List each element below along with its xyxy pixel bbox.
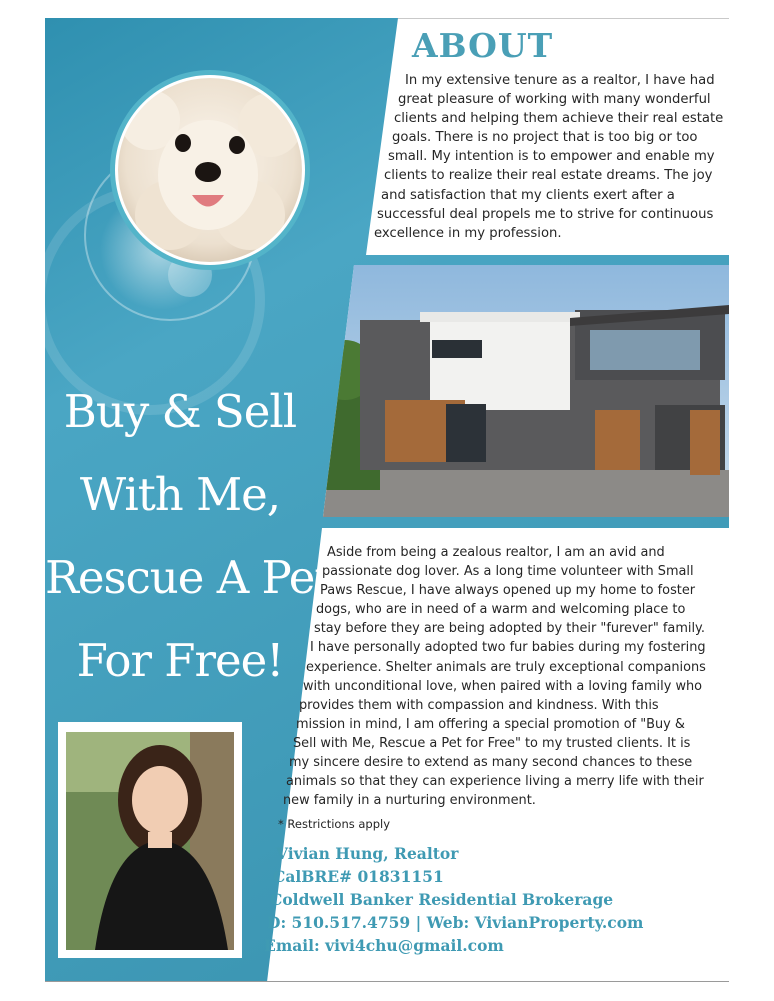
story-line: experience. Shelter animals are truly exceptional companions <box>306 659 706 675</box>
about-line: clients and helping them achieve their real estate <box>394 111 724 127</box>
story-line: dogs, who are in need of a warm and welcoming place to <box>316 602 686 618</box>
about-line: In my extensive tenure as a realtor, I have had <box>405 73 715 88</box>
about-line: clients to realize their real estate dreams. The joy <box>384 168 713 184</box>
about-line: successful deal propels me to strive for continuous <box>377 206 714 222</box>
headline-line: Buy & Sell <box>63 385 297 438</box>
story-line: provides them with compassion and kindness. With this <box>299 697 659 713</box>
story-line: mission in mind, I am offering a special promotion of "Buy & <box>296 716 685 732</box>
about-line: goals. There is no project that is too big or too <box>392 130 698 146</box>
story-line: I have personally adopted two fur babies during my fostering <box>310 640 706 656</box>
story-line: with unconditional love, when paired with a loving family who <box>303 678 703 694</box>
story-line: animals so that they can experience living a merry life with their <box>286 774 704 790</box>
story-line: my sincere desire to extend as many second chances to these <box>289 755 693 771</box>
story-line: stay before they are being adopted by their "furever" family. <box>314 621 705 637</box>
about-paragraph <box>0 71 723 243</box>
brokerage-name: Coldwell Banker Residential Brokerage <box>270 890 614 909</box>
about-line: and satisfaction that my clients exert after a <box>381 187 675 203</box>
headline-line: For Free! <box>76 634 284 687</box>
house-photo <box>315 265 730 517</box>
story-line: new family in a nurturing environment. <box>283 793 536 809</box>
story-line: Sell with Me, Rescue a Pet for Free" to my trusted clients. It is <box>293 735 691 751</box>
phone-web[interactable]: D: 510.517.4759 | Web: VivianProperty.com <box>267 913 644 932</box>
about-line: excellence in my profession. <box>374 225 562 241</box>
story-line: passionate dog lover. As a long time volunteer with Small <box>322 564 694 580</box>
about-line: great pleasure of working with many wonderful <box>398 92 711 108</box>
headline-line: Rescue A Pet <box>45 551 332 604</box>
about-heading: ABOUT <box>412 26 554 65</box>
restrictions-note: * Restrictions apply <box>278 817 391 831</box>
bottom-rule <box>45 981 729 982</box>
about-line: small. My intention is to empower and enable my <box>388 149 715 165</box>
story-paragraph <box>0 543 706 810</box>
realtor-name: Vivian Hung, Realtor <box>276 844 459 863</box>
story-line: Aside from being a zealous realtor, I am an avid and <box>327 545 665 560</box>
license-number: CalBRE# 01831151 <box>273 867 444 886</box>
story-line: Paws Rescue, I have always opened up my home to foster <box>320 583 696 599</box>
headline-line: With Me, <box>79 468 281 521</box>
email-address[interactable]: Email: vivi4chu@gmail.com <box>264 936 504 955</box>
